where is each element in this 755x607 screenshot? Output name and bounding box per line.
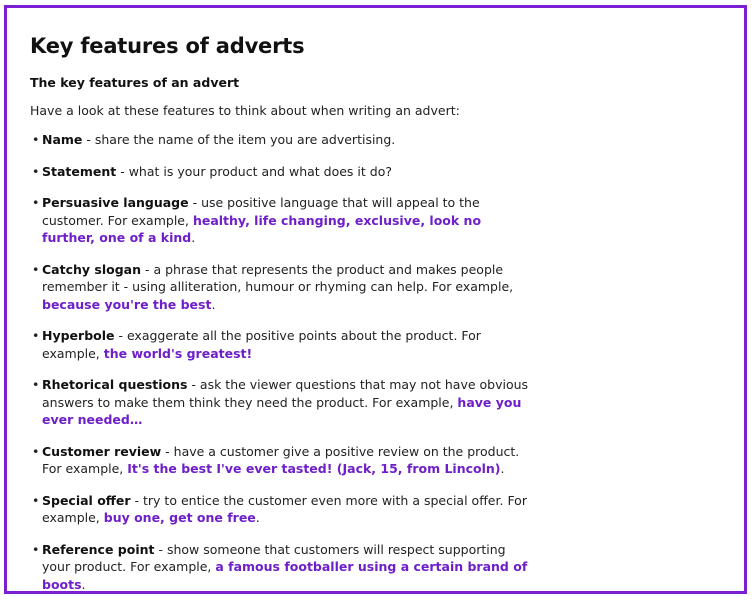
feature-item <box>32 492 530 527</box>
feature-term: Rhetorical questions <box>42 377 188 392</box>
feature-item <box>32 376 530 429</box>
feature-example: healthy, life changing, exclusive, look no further, one of a kind <box>42 212 482 245</box>
feature-example: the world's greatest! <box>103 345 253 361</box>
example-lead: For example, <box>42 328 481 361</box>
example-tail: . <box>191 230 196 245</box>
example-tail: . <box>81 576 86 592</box>
bullet-icon: • <box>32 328 40 343</box>
feature-example: buy one, get one free <box>103 510 256 525</box>
example-tail: . <box>211 296 216 312</box>
subheading: The key features of an advert <box>30 75 240 90</box>
feature-list <box>30 131 530 593</box>
article <box>30 32 530 607</box>
feature-item <box>32 261 530 314</box>
content-frame <box>4 5 747 594</box>
example-lead: For example, <box>368 394 458 410</box>
feature-term: Hyperbole <box>42 328 115 343</box>
feature-term: Persuasive language <box>42 195 189 210</box>
example-tail: . <box>255 510 260 525</box>
feature-item <box>32 194 530 247</box>
feature-description: - share the name of the item you are advertising. <box>82 132 396 147</box>
bullet-icon: • <box>32 443 40 459</box>
feature-description: - what is your product and what does it do? <box>116 163 392 179</box>
feature-term: Catchy slogan <box>42 261 141 277</box>
feature-description: - ask the viewer questions that may not have obvious answers to make them think they need the product. <box>42 377 529 410</box>
page-title: Key features of adverts <box>30 34 305 58</box>
bullet-icon: • <box>32 261 40 277</box>
feature-description: - exaggerate all the positive points about the product. <box>114 328 458 343</box>
feature-item <box>32 443 530 478</box>
feature-item <box>32 541 530 594</box>
bullet-icon: • <box>32 541 40 557</box>
feature-item <box>32 163 530 181</box>
feature-example: have you ever needed… <box>42 394 522 427</box>
feature-example: because you're the best <box>42 296 212 312</box>
feature-description: - have a customer give a positive review on the product. <box>161 443 520 459</box>
feature-example: a famous footballer using a certain brand of boots <box>42 559 528 592</box>
feature-term: Name <box>42 132 83 147</box>
feature-description: - try to entice the customer even more with a special offer. <box>130 492 504 508</box>
feature-example: It's the best I've ever tasted! (Jack, 15, from Lincoln) <box>127 461 501 476</box>
bullet-icon: • <box>32 195 40 210</box>
intro-text: Have a look at these features to think about when writing an advert: <box>30 103 460 118</box>
example-lead: For example, <box>427 279 514 294</box>
feature-item <box>32 327 530 362</box>
feature-term: Customer review <box>42 443 162 459</box>
feature-description: - show someone that customers will respect supporting your product. <box>42 541 506 574</box>
bullet-icon: • <box>32 132 40 147</box>
feature-description: - use positive language that will appeal to the customer. <box>42 195 480 228</box>
example-lead: For example, <box>126 559 216 574</box>
bullet-icon: • <box>32 377 40 392</box>
bullet-icon: • <box>32 492 40 508</box>
example-lead: For example, <box>103 212 193 228</box>
feature-term: Reference point <box>42 541 155 557</box>
example-tail: . <box>500 461 505 476</box>
feature-term: Statement <box>42 163 117 179</box>
feature-description: - a phrase that represents the product and makes people remember it - using alliteration, humour or rhyming can help. <box>42 261 504 294</box>
bullet-icon: • <box>32 163 40 179</box>
feature-term: Special offer <box>42 492 131 508</box>
feature-item <box>32 131 530 149</box>
example-lead: For example, <box>42 461 128 476</box>
example-lead: For example, <box>42 492 527 525</box>
